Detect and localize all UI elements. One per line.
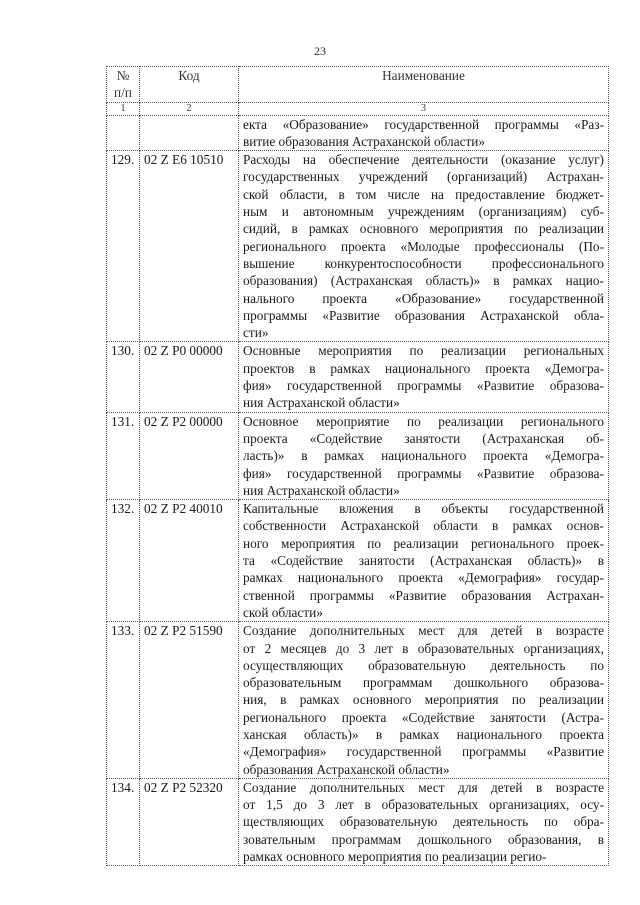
budget-classification-table [106, 66, 609, 866]
text-line: сти» [243, 325, 269, 341]
text-line: от 2 месяцев до 3 лет в образовательных организациях, [243, 640, 604, 656]
header-code: Код [140, 67, 239, 103]
header-num: № п/п [107, 67, 140, 103]
text-line: «Демография» государственной программы «Развитие [243, 744, 604, 760]
row-name [239, 412, 609, 499]
text-line: Создание дополнительных мест для детей в возрасте [243, 779, 604, 795]
text-line: проектов в рамках национального проекта «Демогра- [243, 360, 604, 376]
continuation-row [107, 115, 609, 151]
text-line: ственной программы «Развитие образования Астрахан- [243, 587, 604, 603]
text-line: ного мероприятия по реализации регионального проек- [243, 535, 604, 551]
text-line: витие образования Астраханской области» [243, 133, 486, 149]
column-index-row [107, 102, 609, 115]
row-number: 131. [107, 412, 140, 499]
column-index-2: 2 [140, 102, 239, 115]
table-row [107, 778, 609, 865]
row-code: 02 Z P2 52320 [140, 778, 239, 865]
table-row [107, 500, 609, 622]
text-line: проекта «Содействие занятости (Астраханская об- [243, 430, 604, 446]
text-line: екта «Образование» государственной программы «Раз- [243, 116, 604, 132]
table-header-row [107, 67, 609, 103]
text-line: программы «Развитие образования Астраханской обла- [243, 307, 604, 323]
text-line: осуществляющих образовательную деятельность по [243, 657, 604, 673]
text-line: ния Астраханской области» [243, 395, 400, 411]
text-line: зовательным программам дошкольного образования, в [243, 831, 604, 847]
text-line: ществляющих образовательную деятельность по обра- [243, 814, 604, 830]
row-name [239, 151, 609, 342]
text-line: сидий, в рамках основного мероприятия по реализации [243, 221, 604, 237]
text-line: Капитальные вложения в объекты государственной [243, 501, 604, 517]
text-line: ханская область)» в рамках национального проекта [243, 726, 604, 742]
text-line: нального проекта «Образование» государственной [243, 290, 604, 306]
column-index-3: 3 [239, 102, 609, 115]
text-line: регионального проекта «Молодые профессионалы (По- [243, 238, 604, 254]
row-code: 02 Z P2 51590 [140, 622, 239, 779]
row-name [239, 342, 609, 412]
text-line: ным и автономным учреждениям (организациям) суб- [243, 204, 604, 220]
text-line: от 1,5 до 3 лет в образовательных организациях, осу- [243, 797, 604, 813]
text-line: ния, в рамках основного мероприятия по реализации [243, 692, 604, 708]
row-name [239, 622, 609, 779]
continuation-code [140, 115, 239, 151]
text-line: ской области, в том числе на предоставление бюджет- [243, 186, 604, 202]
row-number: 132. [107, 500, 140, 622]
continuation-num [107, 115, 140, 151]
text-line: Основное мероприятие по реализации регионального [243, 413, 604, 429]
row-number: 129. [107, 151, 140, 342]
text-line: фия» государственной программы «Развитие образова- [243, 465, 604, 481]
text-line: образования) (Астраханская область)» в рамках нацио- [243, 273, 604, 289]
table-row [107, 151, 609, 342]
row-name [239, 500, 609, 622]
row-number: 133. [107, 622, 140, 779]
text-line: Расходы на обеспечение деятельности (оказание услуг) [243, 152, 604, 168]
text-line: Создание дополнительных мест для детей в возрасте [243, 623, 604, 639]
row-number: 134. [107, 778, 140, 865]
table-row [107, 342, 609, 412]
text-line: регионального проекта «Содействие занятости (Астра- [243, 709, 604, 725]
text-line: рамках национального проекта «Демография» государ- [243, 570, 604, 586]
table-row [107, 622, 609, 779]
text-line: собственности Астраханской области в рамках основ- [243, 518, 604, 534]
text-line: вышение конкурентоспособности профессионального [243, 255, 604, 271]
header-name: Наименование [239, 67, 609, 103]
text-line: образования Астраханской области» [243, 761, 450, 777]
text-line: образовательным программам дошкольного образова- [243, 675, 604, 691]
table-row [107, 412, 609, 499]
row-code: 02 Z E6 10510 [140, 151, 239, 342]
row-name [239, 778, 609, 865]
text-line: фия» государственной программы «Развитие образова- [243, 378, 604, 394]
text-line: государственных учреждений (организаций) Астрахан- [243, 169, 604, 185]
text-line: Основные мероприятия по реализации региональных [243, 343, 604, 359]
row-code: 02 Z P0 00000 [140, 342, 239, 412]
text-line: рамках основного мероприятия по реализации регио- [243, 849, 547, 865]
text-line: та «Содействие занятости (Астраханская область)» в [243, 553, 604, 569]
text-line: ласть)» в рамках национального проекта «Демогра- [243, 448, 604, 464]
page-number: 23 [314, 44, 326, 58]
column-index-1: 1 [107, 102, 140, 115]
row-code: 02 Z P2 40010 [140, 500, 239, 622]
table-body [107, 115, 609, 866]
row-number: 130. [107, 342, 140, 412]
text-line: ния Астраханской области» [243, 482, 400, 498]
text-line: ской области» [243, 604, 323, 620]
continuation-name [239, 115, 609, 151]
row-code: 02 Z P2 00000 [140, 412, 239, 499]
